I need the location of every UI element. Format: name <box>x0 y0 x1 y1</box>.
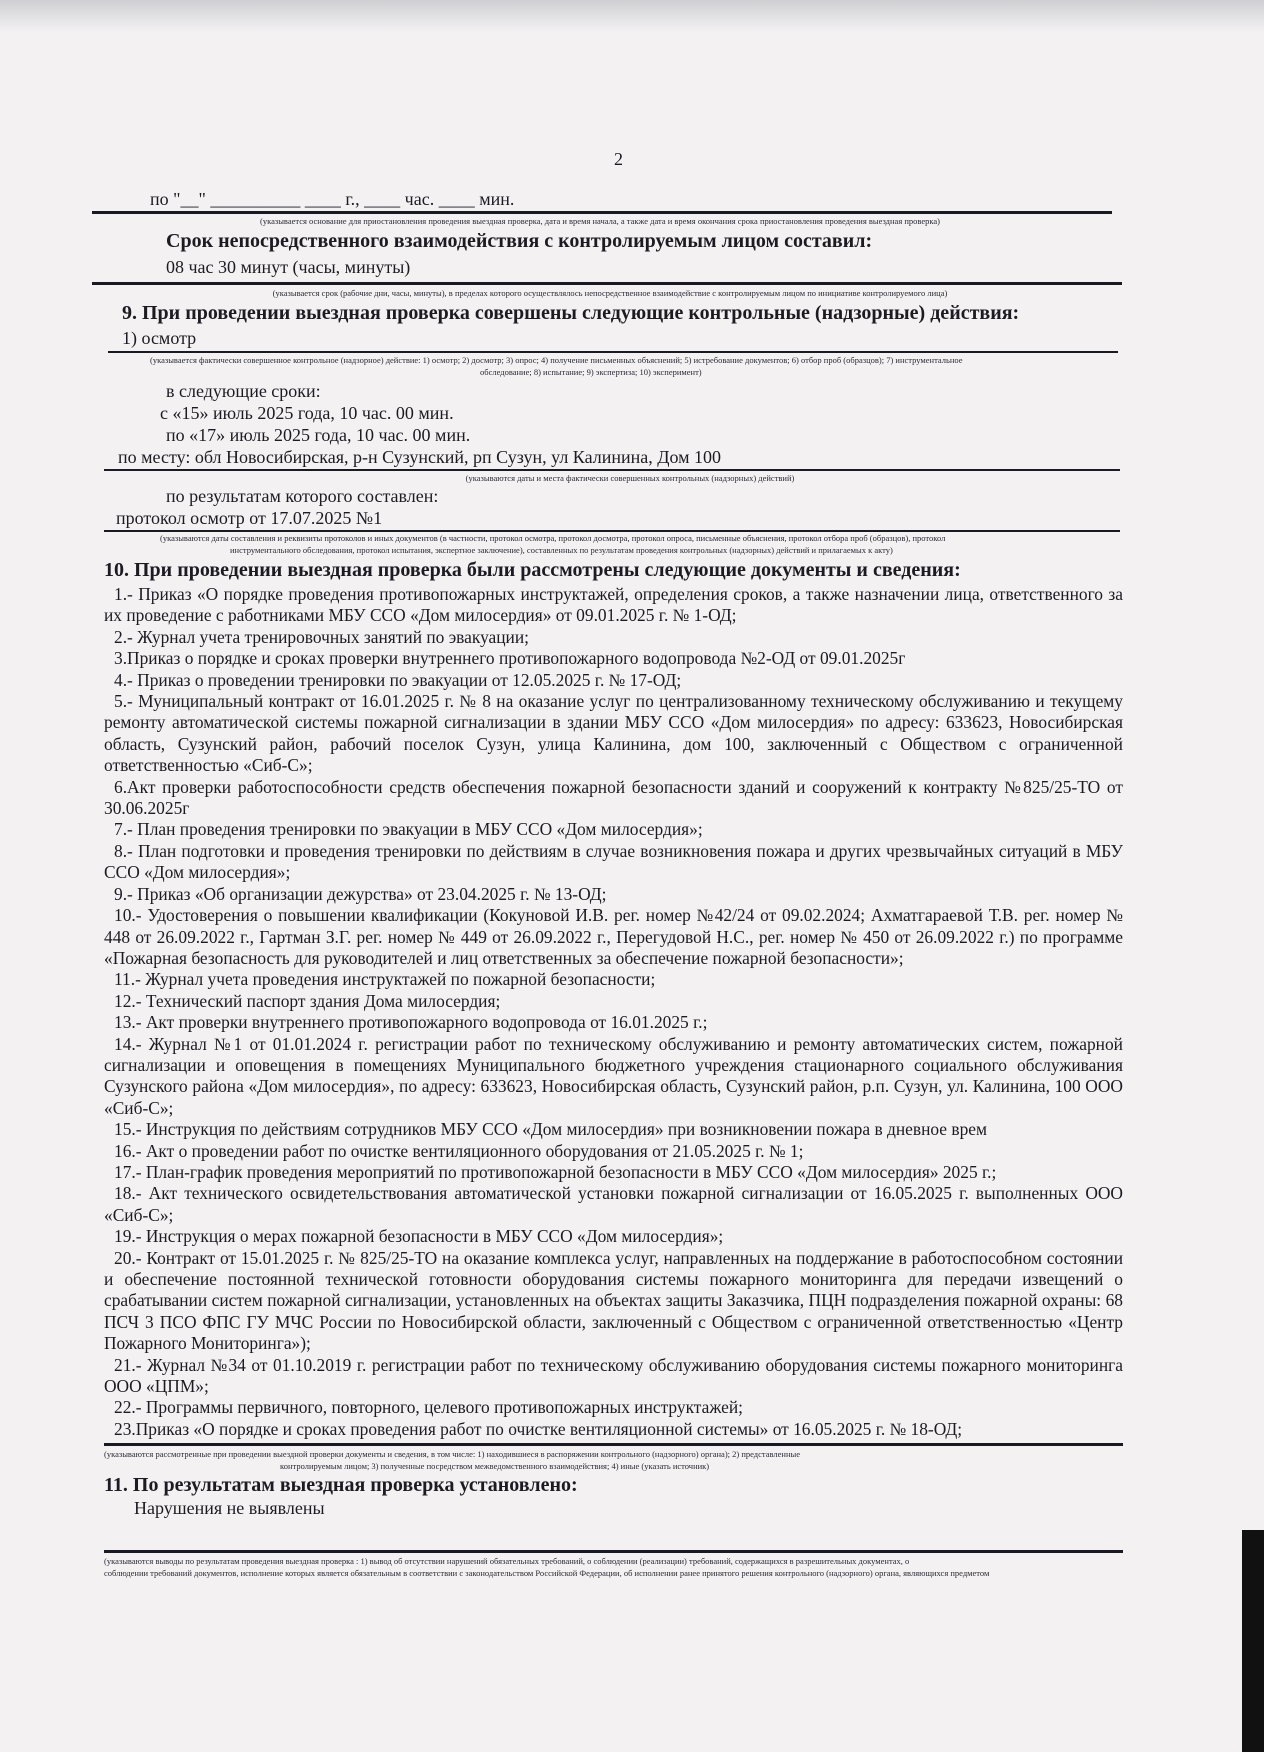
scan-dark-edge <box>1242 1530 1264 1752</box>
protocol-note-2: инструментального обследования, протокол испытания, экспертное заключение), составленных по результатам проведения контрольных (надзорных) действий и прилагаемых к акту) <box>230 545 893 555</box>
interaction-heading: Срок непосредственного взаимодействия с контролируемым лицом составил: <box>166 230 873 252</box>
document-item: 1.- Приказ «О порядке проведения противопожарных инструктажей, определения сроков, а также назначении лица, ответственного за их проведение с работниками МБУ ССО «Дом милосердия» от 09.01.2025 г. № 1-ОД; <box>104 584 1123 626</box>
section11-note-1: (указываются выводы по результатам проведения выездная проверка : 1) вывод об отсутствии нарушений обязательных требований, о соблюдении (реализации) требований, содержащихся в разрешительных документах, о <box>104 1556 910 1567</box>
document-item: 18.- Акт технического освидетельствования автоматической установки пожарной сигнализации от 16.05.2025 г. выполненных ООО «Сиб-С»; <box>104 1183 1123 1225</box>
document-item: 16.- Акт о проведении работ по очистке вентиляционного оборудования от 21.05.2025 г. № 1; <box>114 1140 804 1161</box>
divider <box>104 469 1120 471</box>
divider <box>104 1550 1123 1553</box>
document-item: 14.- Журнал №1 от 01.01.2024 г. регистрации работ по техническому обслуживанию и ремонту автоматических систем, пожарной сигнализации и оповещения в помещениях Муниципального бюджетного учреждения стационарного социального обслуживания Сузунского района «Дом милосердия», по адресу: 633623, Новосибирская область, Сузунский район, р.п. Сузун, ул. Калинина, 100 ООО «Сиб-С»; <box>104 1033 1123 1118</box>
document-item: 10.- Удостоверения о повышении квалификации (Кокуновой И.В. рег. номер №42/24 от 09.02.2024; Ахматгараевой Т.В. рег. номер № 448 от 26.09.2022 г., Гартман З.Г. рег. номер № 449 от 26.09.2022 г., Перегудовой Н.С., рег. номер № 450 от 26.09.2022 г.) по программе «Пожарная безопасность для руководителей и лиц ответственных за обеспечение пожарной безопасности»; <box>104 905 1123 968</box>
document-item: 7.- План проведения тренировки по эвакуации в МБУ ССО «Дом милосердия»; <box>114 819 703 840</box>
document-item: 23.Приказ «О порядке и сроках проведения работ по очистке вентиляционной системы» от 16.05.2025 г. № 18-ОД; <box>114 1418 963 1439</box>
scan-top-edge <box>0 0 1264 32</box>
suspension-line: по "__" __________ ____ г., ____ час. ____ мин. <box>150 189 515 209</box>
documents-list <box>104 584 1123 1440</box>
protocol-note-1: (указываются даты составления и реквизиты протоколов и иных документов (в частности, протокол осмотра, протокол досмотра, протокол опроса, письменные объяснения, протокол отбора проб (образцов), протокол <box>160 533 946 543</box>
document-item: 13.- Акт проверки внутреннего противопожарного водопровода от 16.01.2025 г.; <box>114 1012 708 1033</box>
document-item: 21.- Журнал №34 от 01.10.2019 г. регистрации работ по техническому обслуживанию оборудования системы пожарного мониторинга ООО «ЦПМ»; <box>104 1354 1123 1397</box>
interaction-value: 08 час 30 минут (часы, минуты) <box>166 257 411 277</box>
page-number: 2 <box>614 149 623 169</box>
place: по месту: обл Новосибирская, р-н Сузунский, рп Сузун, ул Калинина, Дом 100 <box>118 447 722 467</box>
document-item: 8.- План подготовки и проведения тренировки по действиям в случае возникновения пожара и других чрезвычайных ситуаций в МБУ ССО «Дом милосердия»; <box>104 840 1123 883</box>
divider <box>104 1443 1123 1446</box>
result-label: по результатам которого составлен: <box>166 486 439 506</box>
section11-heading: 11. По результатам выездная проверка установлено: <box>104 1474 578 1497</box>
document-item: 20.- Контракт от 15.01.2025 г. № 825/25-ТО на оказание комплекса услуг, направленных на поддержание в работоспособном состоянии и обеспечение постоянной технической готовности оборудования системы пожарного мониторинга для передачи извещений о срабатывании систем пожарной сигнализации, установленных на объектах защиты Заказчика, ПЦН подразделения пожарной охраны: 68 ПСЧ 3 ПСО ФПС ГУ МЧС России по Новосибирской области, заключенный с Обществом с ограниченной ответственностью «Центр Пожарного Мониторинга»); <box>104 1247 1123 1354</box>
document-item: 5.- Муниципальный контракт от 16.01.2025 г. № 8 на оказание услуг по централизованному техническому обслуживанию и текущему ремонту автоматической системы пожарной сигнализации в здании МБУ ССО «Дом милосердия» по адресу: 633623, Новосибирская область, Сузунский район, рабочий поселок Сузун, улица Калинина, дом 100, заключенный с Обществом с ограниченной ответственностью «Сиб-С»; <box>104 691 1123 776</box>
terms-label: в следующие сроки: <box>166 381 321 401</box>
document-item: 22.- Программы первичного, повторного, целевого противопожарных инструктажей; <box>114 1397 743 1418</box>
terms-from: с «15» июль 2025 года, 10 час. 00 мин. <box>160 403 454 423</box>
divider <box>92 211 1112 214</box>
section10-note-1: (указываются рассмотренные при проведении выездной проверки документы и сведения, в том числе: 1) находившиеся в распоряжении контрольного (надзорного) органа); 2) представленные <box>104 1449 800 1460</box>
section9-note-2: обследование; 8) испытание; 9) экспертиза; 10) эксперимент) <box>480 367 702 377</box>
document-item: 4.- Приказ о проведении тренировки по эвакуации от 12.05.2025 г. № 17-ОД; <box>114 669 682 690</box>
document-item: 11.- Журнал учета проведения инструктажей по пожарной безопасности; <box>114 969 656 990</box>
section11-value: Нарушения не выявлены <box>134 1498 325 1519</box>
interaction-note: (указывается срок (рабочие дни, часы, минуты), в пределах которого осуществлялось непосредственное взаимодействие с контролируемым лицом по инициативе контролируемого лица) <box>272 288 948 298</box>
document-item: 17.- План-график проведения мероприятий по противопожарной безопасности в МБУ ССО «Дом милосердия» 2025 г.; <box>114 1161 997 1182</box>
document-item: 2.- Журнал учета тренировочных занятий по эвакуации; <box>114 626 530 647</box>
section9-value: 1) осмотр <box>122 328 197 348</box>
suspension-note: (указывается основание для приостановления проведения выездная проверка, дата и время начала, а также дата и время окончания срока приостановления проведения выездная проверка) <box>260 216 940 226</box>
document-item: 3.Приказ о порядке и сроках проверки внутреннего противопожарного водопровода №2-ОД от 09.01.2025г <box>114 648 906 669</box>
document-item: 9.- Приказ «Об организации дежурства» от 23.04.2025 г. № 13-ОД; <box>114 883 607 904</box>
place-note: (указываются даты и места фактически совершенных контрольных (надзорных) действий) <box>465 473 795 483</box>
divider <box>108 351 1118 353</box>
section9-note-1: (указывается фактически совершенное контрольное (надзорное) действие: 1) осмотр; 2) досмотр; 3) опрос; 4) получение письменных объяснений; 5) истребование документов; 6) отбор проб (образцов); 7) инструментальное <box>150 355 963 365</box>
section9-heading: 9. При проведении выездная проверка совершены следующие контрольные (надзорные) действия: <box>122 302 1020 324</box>
document-item: 19.- Инструкция о мерах пожарной безопасности в МБУ ССО «Дом милосердия»; <box>114 1226 724 1247</box>
document-item: 12.- Технический паспорт здания Дома милосердия; <box>114 990 501 1011</box>
divider <box>92 282 1122 285</box>
document-item: 15.- Инструкция по действиям сотрудников МБУ ССО «Дом милосердия» при возникновении пожара в дневное врем <box>114 1119 988 1140</box>
section11-note-2: соблюдении требований документов, исполнение которых является обязательным в соответствии с законодательством Российской Федерации, об исполнении ранее принятого решения контрольного (надзорного) органа, являющихся предметом <box>104 1568 990 1579</box>
lower-sections <box>104 557 1123 1579</box>
section10-note-2: контролируемым лицом; 3) полученные посредством межведомственного взаимодействия; 4) иные (указать источник) <box>280 1461 710 1472</box>
terms-to: по «17» июль 2025 года, 10 час. 00 мин. <box>166 425 471 445</box>
section10-heading: 10. При проведении выездная проверка были рассмотрены следующие документы и сведения: <box>104 559 961 581</box>
document-item: 6.Акт проверки работоспособности средств обеспечения пожарной безопасности зданий и сооружений к контракту №825/25-ТО от 30.06.2025г <box>104 776 1123 819</box>
protocol: протокол осмотр от 17.07.2025 №1 <box>116 508 383 528</box>
